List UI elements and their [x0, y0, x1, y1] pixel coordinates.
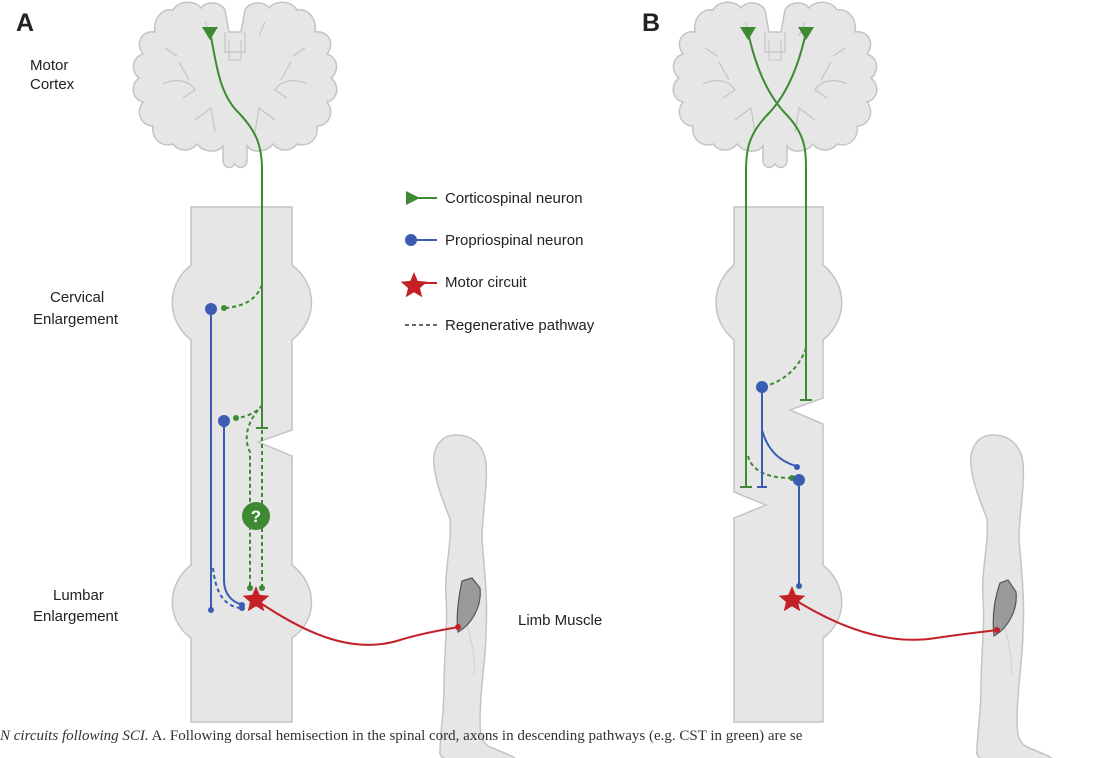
limb-muscle-label: Limb Muscle: [518, 612, 603, 629]
figure-caption: [0, 728, 1094, 745]
caption-lead: N circuits following SCI.: [0, 728, 149, 744]
svg-text:Lumbar: Lumbar: [53, 587, 104, 604]
svg-text:Enlargement: Enlargement: [33, 608, 119, 625]
panel-letter-b: B: [642, 9, 661, 37]
caption-body: A. Following dorsal hemisection in the spinal cord, axons in descending pathways (e.g. CST in green) are se: [148, 728, 803, 744]
brain-a: [133, 2, 337, 167]
panel-letter-a: A: [16, 9, 35, 37]
lumbar-enlargement-label: [33, 587, 119, 625]
legend-label: Regenerative pathway: [445, 317, 595, 334]
legend-label: Corticospinal neuron: [445, 190, 583, 207]
svg-text:Motor: Motor: [30, 57, 69, 74]
spinal-cord-a: [172, 207, 311, 722]
legend-triangle-icon: [406, 191, 420, 205]
svg-text:Enlargement: Enlargement: [33, 311, 119, 328]
legend-item-motor: [401, 272, 528, 297]
spinal-cord-b: [716, 207, 842, 722]
legend-item-propriospinal: [405, 232, 583, 249]
legend: [401, 190, 595, 334]
legend-label: Propriospinal neuron: [445, 232, 584, 249]
brain-b: [673, 2, 877, 167]
cervical-enlargement-label: [33, 289, 119, 328]
svg-text:Cervical: Cervical: [50, 289, 105, 306]
legend-item-regenerative: [405, 317, 595, 334]
svg-text:Cortex: Cortex: [30, 76, 75, 93]
legend-star-icon: [401, 272, 428, 297]
motor-cortex-label: [30, 57, 75, 93]
legend-item-corticospinal: [406, 190, 583, 207]
question-mark: ?: [250, 507, 262, 526]
legend-label: Motor circuit: [445, 274, 527, 291]
